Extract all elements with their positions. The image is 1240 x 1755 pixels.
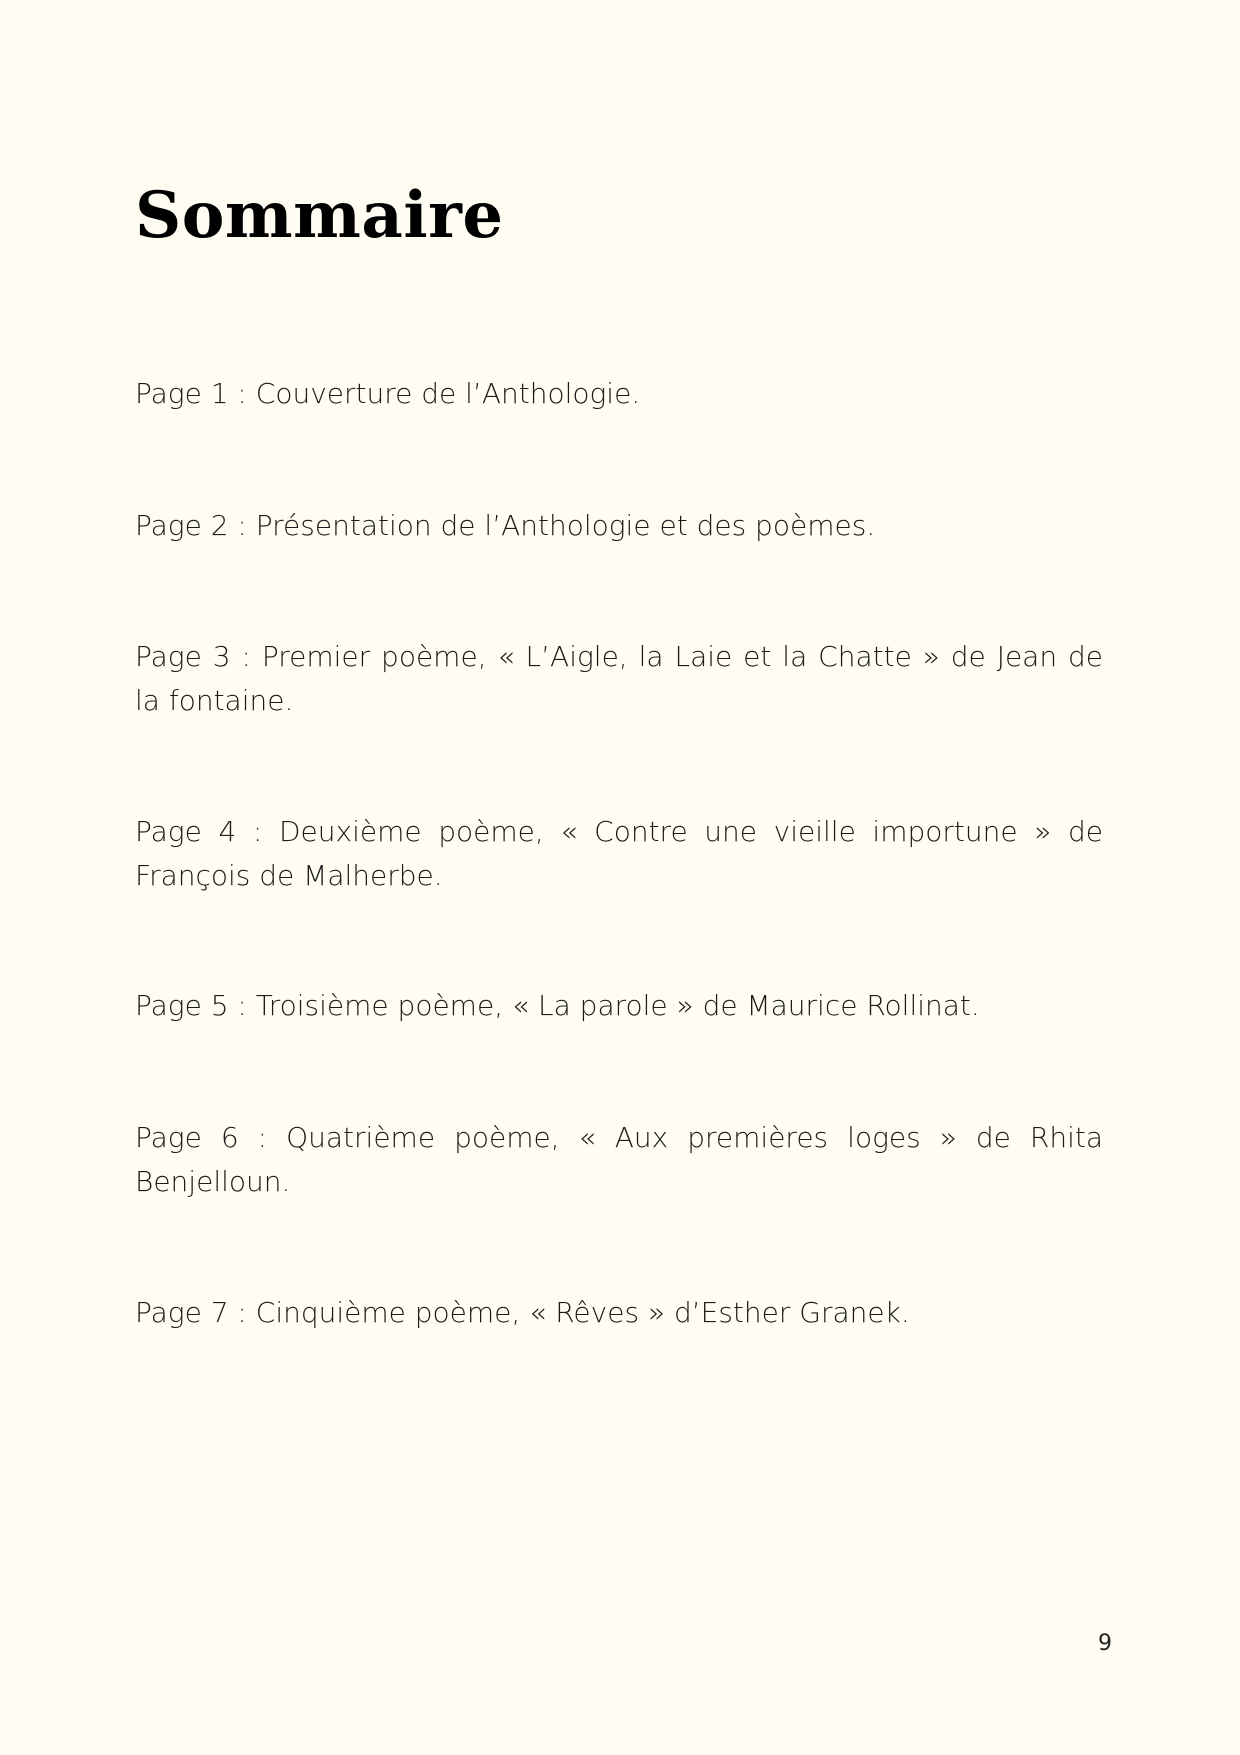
toc-entry: Page 5 : Troisième poème, « La parole » de Maurice Rollinat. [135,989,980,1022]
toc-entry: Page 3 : Premier poème, « L’Aigle, la Laie et la Chatte » de Jean de la fontaine. [135,640,1103,717]
toc-entry: Page 2 : Présentation de l’Anthologie et des poèmes. [135,509,876,542]
page-title: Sommaire [135,178,504,253]
page-number: 9 [1098,1631,1112,1656]
toc-entry: Page 1 : Couverture de l’Anthologie. [135,377,641,410]
toc-entry: Page 7 : Cinquième poème, « Rêves » d’Esther Granek. [135,1296,910,1329]
toc-entry: Page 6 : Quatrième poème, « Aux premières loges » de Rhita Benjelloun. [135,1121,1103,1198]
toc-entry: Page 4 : Deuxième poème, « Contre une vieille importune » de François de Malherbe. [135,815,1103,892]
